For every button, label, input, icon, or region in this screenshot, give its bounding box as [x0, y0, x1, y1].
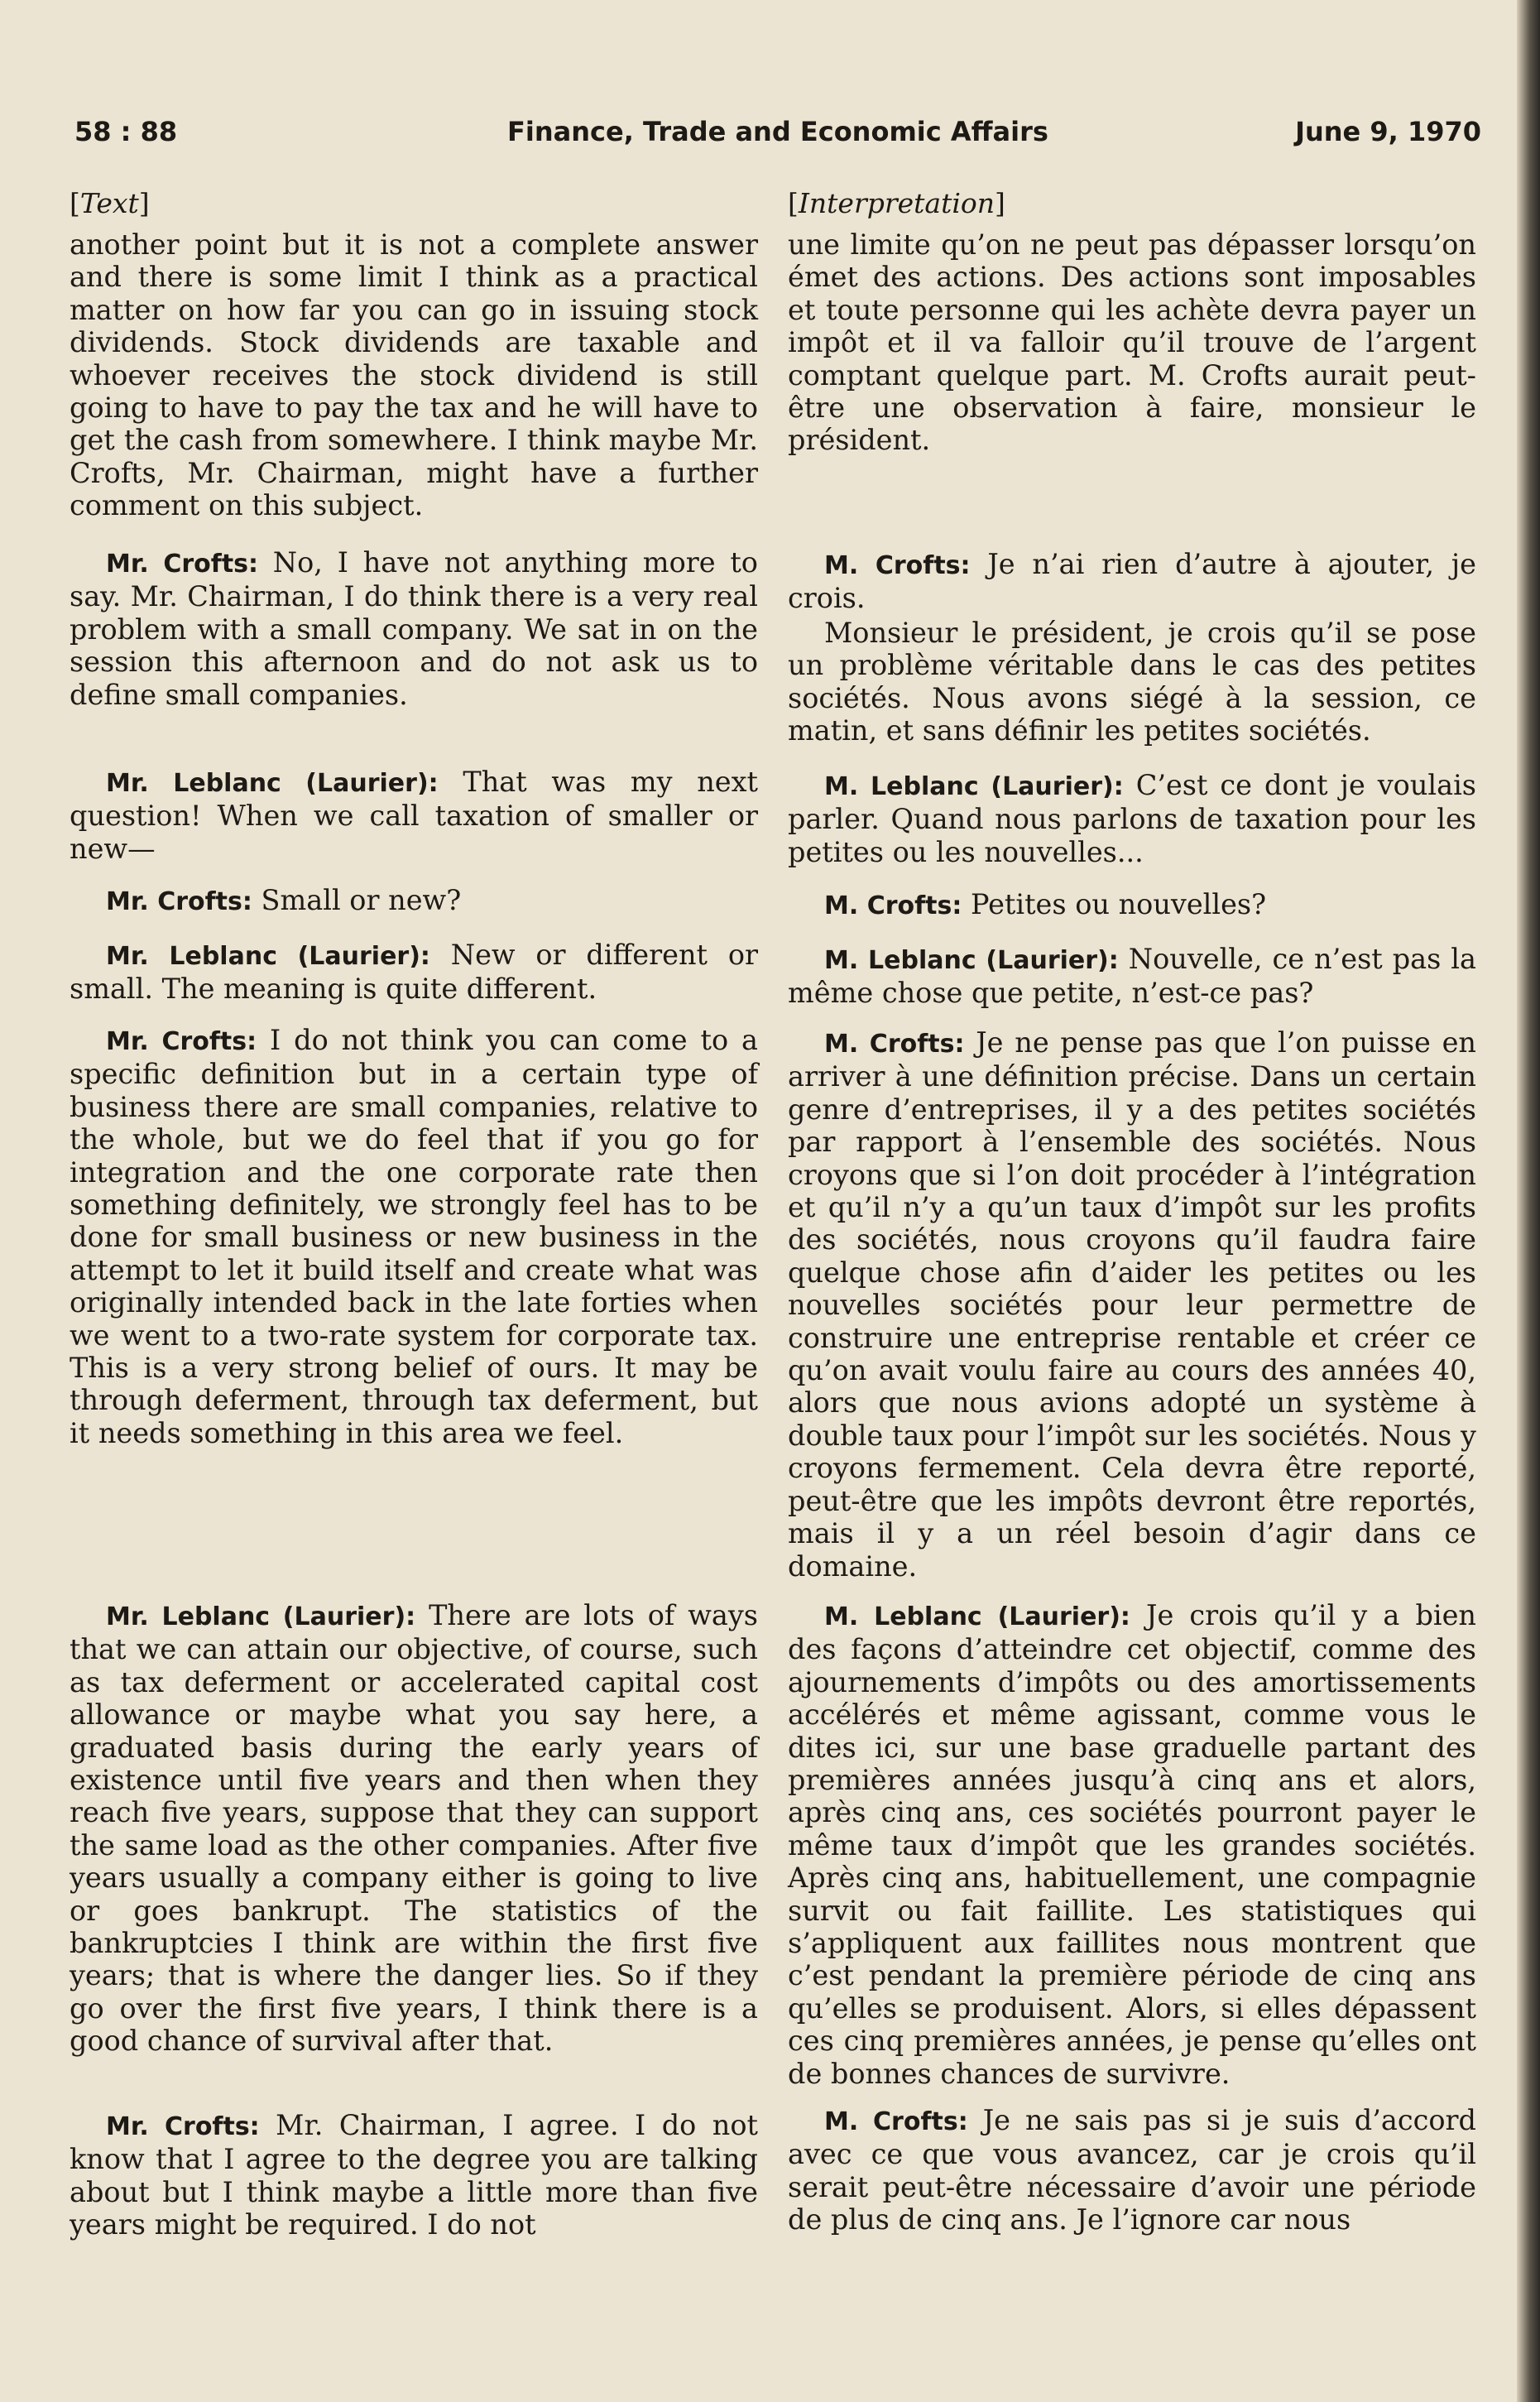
right-paragraph-1: une limite qu’on ne peut pas dépasser lorsqu’on émet des actions. Des actions sont imposables et toute personne qui les achète devra payer un impôt et il va falloir qu’il trouve de l’argent comptant quelque part. M. Crofts aurait peut-être une observation à faire, monsieur le président. — [788, 228, 1476, 457]
right-paragraph-6: M. Leblanc (Laurier): Nouvelle, ce n’est pas la même chose que petite, n’est-ce pas? — [788, 943, 1476, 1010]
right-paragraph-7: M. Crofts: Je ne pense pas que l’on puisse en arriver à une définition précise. Dans un certain genre d’entreprises, il y a des petites sociétés par rapport à l’ensemble des sociétés. Nous croyons que si l’on doit procéder à l’intégration et qu’il n’y a qu’un taux d’impôt sur les profits des sociétés, nous croyons qu’il faudra faire quelque chose afin d’aider les petites ou les nouvelles sociétés pour leur permettre de construire une entreprise rentable et créer ce qu’on avait voulu faire au cours des années 40, alors que nous avions adopté un système à double taux pour l’impôt sur les sociétés. Nous y croyons fermement. Cela devra être reporté, peut-être que les impôts devront être reportés, mais il y a un réel besoin d’agir dans ce domaine. — [788, 1026, 1476, 1583]
right-paragraph-8: M. Leblanc (Laurier): Je crois qu’il y a bien des façons d’atteindre cet objectif, comme des ajournements d’impôts ou des amortissements accélérés et même agissant, comme vous le dites ici, sur une base graduelle partant des premières années jusqu’à cinq ans et alors, après cinq ans, ces sociétés pourront payer le même taux d’impôt que les grandes sociétés. Après cinq ans, habituellement, une compagnie survit ou fait faillite. Les statistiques qui s’appliquent aux faillites nous montrent que c’est pendant la première période de cinq ans qu’elles se produisent. Alors, si elles dépassent ces cinq premières années, je pense qu’elles ont de bonnes chances de survivre. — [788, 1599, 1476, 2090]
page-number: 58 : 88 — [74, 116, 178, 147]
right-paragraph-2: M. Crofts: Je n’ai rien d’autre à ajouter, je crois. — [788, 548, 1476, 615]
right-column-heading: [Interpretation] — [788, 187, 1005, 219]
left-paragraph-1: another point but it is not a complete answer and there is some limit I think as a practical matter on how far you can go in issuing stock dividends. Stock dividends are taxable and whoever receives the stock dividend is still going to have to pay the tax and he will have to get the cash from somewhere. I think maybe Mr. Crofts, Mr. Chairman, might have a further comment on this subject. — [70, 228, 758, 522]
page-date: June 9, 1970 — [1295, 116, 1481, 147]
page-title: Finance, Trade and Economic Affairs — [507, 116, 1048, 147]
left-paragraph-6: Mr. Crofts: I do not think you can come to a specific definition but in a certain type of business there are small companies, relative to the whole, but we do feel that if you go for integration and the one corporate rate then something definitely, we strongly feel has to be done for small business or new business in the attempt to let it build itself and create what was originally intended back in the late forties when we went to a two-rate system for corporate tax. This is a very strong belief of ours. It may be through deferment, through tax deferment, but it needs something in this area we feel. — [70, 1024, 758, 1449]
left-paragraph-2: Mr. Crofts: No, I have not anything more to say. Mr. Chairman, I do think there is a very real problem with a small company. We sat in on the session this afternoon and do not ask us to define small companies. — [70, 546, 758, 711]
right-paragraph-4: M. Leblanc (Laurier): C’est ce dont je voulais parler. Quand nous parlons de taxation pour les petites ou les nouvelles... — [788, 769, 1476, 868]
right-paragraph-5: M. Crofts: Petites ou nouvelles? — [824, 888, 1267, 920]
left-paragraph-5: Mr. Leblanc (Laurier): New or different or small. The meaning is quite different. — [70, 939, 758, 1006]
left-paragraph-8: Mr. Crofts: Mr. Chairman, I agree. I do not know that I agree to the degree you are talking about but I think maybe a little more than five years might be required. I do not — [70, 2109, 758, 2241]
right-paragraph-9: M. Crofts: Je ne sais pas si je suis d’accord avec ce que vous avancez, car je crois qu’il serait peut-être nécessaire d’avoir une période de plus de cinq ans. Je l’ignore car nous — [788, 2104, 1476, 2236]
page-edge-shadow — [1517, 0, 1540, 2402]
right-paragraph-3: Monsieur le président, je crois qu’il se pose un problème véritable dans le cas des petites sociétés. Nous avons siégé à la session, ce matin, et sans définir les petites sociétés. — [788, 617, 1476, 747]
left-column-heading: [Text] — [70, 187, 150, 219]
left-paragraph-3: Mr. Leblanc (Laurier): That was my next question! When we call taxation of smaller or new— — [70, 766, 758, 865]
left-paragraph-4: Mr. Crofts: Small or new? — [106, 884, 462, 916]
page-header — [74, 116, 1481, 166]
left-paragraph-7: Mr. Leblanc (Laurier): There are lots of ways that we can attain our objective, of course, such as tax deferment or accelerated capital cost allowance or maybe what you say here, a graduated basis during the early years of existence until five years and then when they reach five years, suppose that they can support the same load as the other companies. After five years usually a company either is going to live or goes bankrupt. The statistics of the bankruptcies I think are within the first five years; that is where the danger lies. So if they go over the first five years, I think there is a good chance of survival after that. — [70, 1599, 758, 2058]
